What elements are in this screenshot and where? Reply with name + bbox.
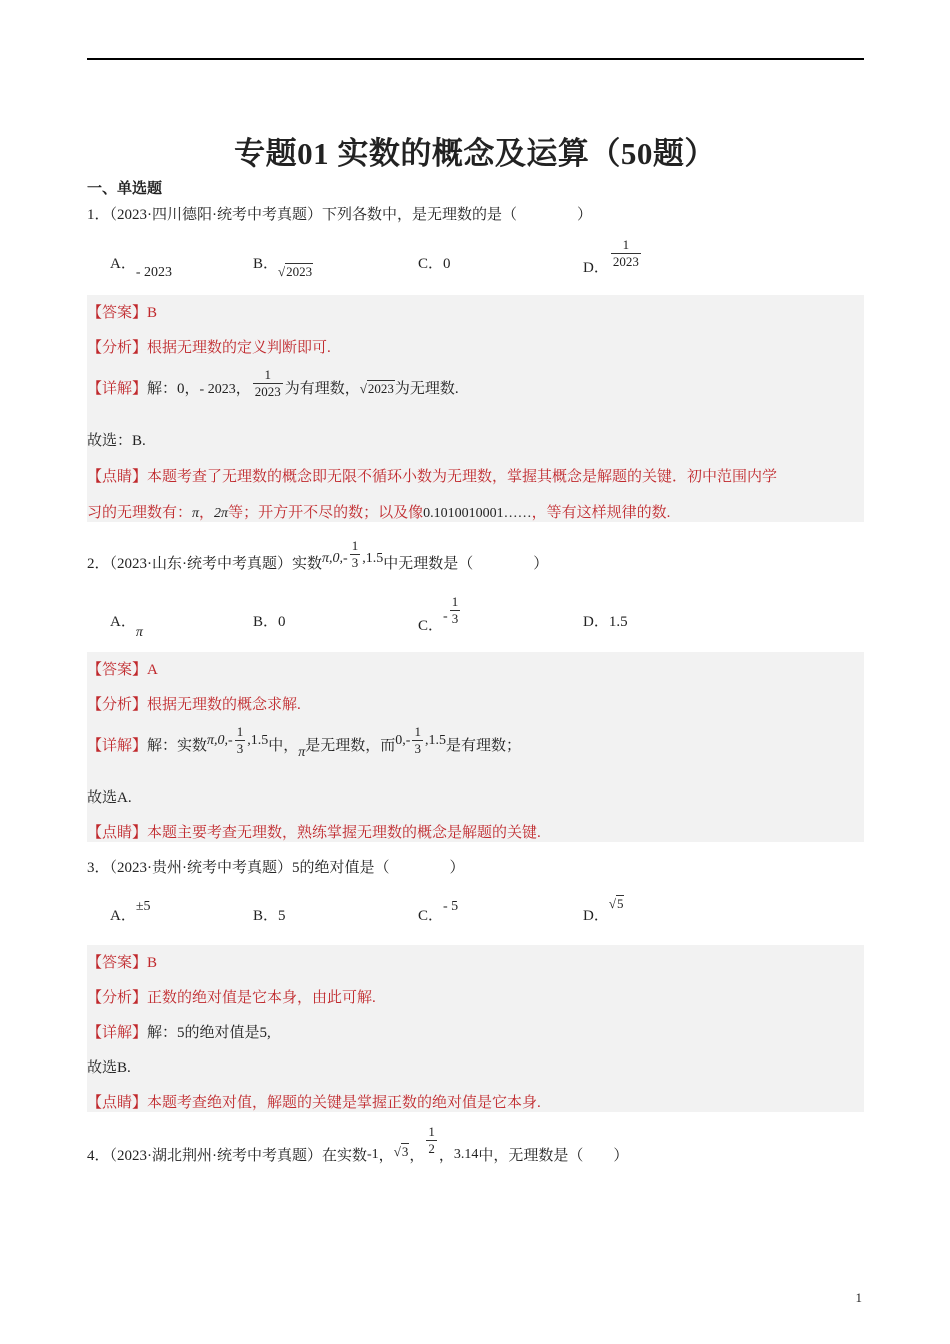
sqrt-symbol: √2023 — [278, 264, 313, 279]
question-1-stem: 1．（2023·四川德阳·统考中考真题）下列各数中，是无理数的是（ ） — [87, 207, 592, 223]
conclusion-line: 故选：B. — [87, 433, 146, 449]
option-label: D． — [583, 259, 609, 276]
detail-text: 为有理数， — [284, 380, 360, 397]
numerator: 1 — [622, 237, 630, 252]
separator: ， — [378, 1147, 394, 1164]
detail-tag: 【详解】 — [87, 737, 148, 754]
q1-option-a[interactable] — [110, 252, 173, 280]
q2-solution-block — [87, 652, 864, 842]
detail-text: 为无理数. — [394, 380, 459, 397]
stem-text: 中，无理数是（ ） — [478, 1147, 629, 1164]
q3-solution-block — [87, 945, 864, 1112]
numerator: 1 — [236, 724, 244, 739]
detail-tag: 【详解】 — [87, 380, 148, 397]
denominator: 3 — [451, 611, 459, 626]
conclusion-line: 故选A. — [87, 790, 132, 806]
detail-tag: 【详解】 — [87, 1025, 148, 1041]
numerator: 1 — [264, 367, 271, 382]
question-2-stem — [87, 538, 548, 571]
fraction — [412, 724, 423, 757]
q1-solution-block — [87, 295, 864, 522]
pi-symbol: π — [298, 744, 306, 760]
detail-text: 中， — [268, 737, 299, 754]
option-label: A． — [110, 614, 136, 630]
answer-line: 【答案】B — [87, 955, 158, 971]
fraction — [450, 594, 461, 627]
option-label: C． — [418, 908, 444, 924]
detail-neg-value: - 2023 — [199, 381, 236, 397]
q1-option-d[interactable] — [583, 237, 643, 276]
separator: ， — [409, 1147, 425, 1164]
fraction — [426, 1124, 437, 1157]
separator: ， — [438, 1147, 454, 1164]
comment-text: 习的无理数有： — [87, 505, 193, 521]
option-label: D．1.5 — [583, 614, 628, 630]
detail-values: ,1.5 — [424, 732, 446, 748]
analysis-line: 【分析】根据无理数的定义判断即可. — [87, 340, 331, 356]
page-title: 专题01 实数的概念及运算（50题） — [234, 136, 716, 171]
option-label: A． — [110, 256, 136, 272]
option-value: - 5 — [443, 899, 459, 914]
sqrt-symbol: √3 — [393, 1143, 409, 1159]
detail-text: 解：0， — [147, 380, 200, 397]
fraction — [253, 367, 283, 400]
detail-text: 解：实数 — [147, 737, 208, 754]
stem-text: 4．（2023·湖北荆州·统考中考真题）在实数 — [87, 1147, 367, 1164]
denominator: 2 — [428, 1141, 435, 1156]
detail-text: 是有理数； — [445, 737, 521, 754]
q2-option-b[interactable] — [253, 610, 286, 631]
comment-text: ，等有这样规律的数. — [531, 505, 671, 521]
detail-text: 解：5的绝对值是5, — [147, 1025, 271, 1041]
header-rule — [87, 58, 864, 60]
q2-option-c[interactable] — [418, 594, 462, 634]
radicand: 5 — [616, 896, 624, 911]
value-decimal: 3.14 — [453, 1146, 479, 1162]
two-pi-symbol: 2π — [214, 506, 229, 521]
decimal-example: 0.1010010001…… — [423, 506, 532, 521]
q1-option-c[interactable] — [418, 252, 451, 273]
q1-option-b[interactable] — [253, 252, 313, 279]
option-label: C．0 — [418, 256, 451, 272]
option-value: ±5 — [135, 899, 151, 914]
q3-option-a[interactable] — [110, 894, 151, 924]
option-label: B．0 — [253, 614, 286, 630]
stem-values: ,1.5 — [362, 550, 384, 566]
stem-values: π,0,- — [322, 550, 348, 566]
page-number: 1 — [855, 1290, 862, 1305]
comment-line: 【点睛】本题主要考查无理数，熟练掌握无理数的概念是解题的关键. — [87, 825, 541, 841]
stem-text: 2．（2023·山东·统考中考真题）实数 — [87, 555, 322, 572]
comment-text: 等；开方开不尽的数；以及像 — [228, 505, 424, 521]
numerator: 1 — [428, 1124, 435, 1139]
value-neg-one: -1 — [367, 1146, 379, 1162]
analysis-line: 【分析】根据无理数的概念求解. — [87, 697, 301, 713]
comment-text: ， — [199, 505, 215, 521]
detail-line — [87, 1021, 271, 1042]
detail-values: ,1.5 — [247, 732, 269, 748]
option-value: - 2023 — [135, 265, 173, 280]
stem-text: 中无理数是（ ） — [383, 555, 549, 572]
numerator: 1 — [351, 538, 359, 553]
question-4-stem — [87, 1124, 629, 1164]
fraction — [350, 538, 361, 571]
option-label: A． — [110, 908, 136, 924]
q3-option-d[interactable] — [583, 892, 624, 924]
detail-line — [87, 367, 459, 406]
fraction — [611, 237, 641, 270]
sqrt-symbol: √5 — [608, 896, 624, 911]
comment-line: 【点睛】本题考查绝对值，解题的关键是掌握正数的绝对值是它本身. — [87, 1095, 541, 1111]
fraction — [235, 724, 246, 757]
answer-line: 【答案】B — [87, 305, 158, 321]
detail-values: 0,- — [395, 732, 411, 748]
radicand: 2023 — [286, 264, 313, 279]
answer-line: 【答案】A — [87, 662, 158, 678]
comment-line: 【点睛】本题考查了无理数的概念即无限不循环小数为无理数，掌握其概念是解题的关键．初中范围内学 — [87, 469, 778, 485]
q2-option-d[interactable] — [583, 610, 628, 631]
denominator: 3 — [351, 555, 359, 570]
sqrt-symbol: √2023 — [359, 380, 394, 396]
detail-values: π,0,- — [207, 732, 233, 748]
numerator: 1 — [451, 594, 459, 609]
radicand: 2023 — [367, 380, 394, 396]
option-label: C． — [418, 617, 444, 634]
analysis-line: 【分析】正数的绝对值是它本身，由此可解. — [87, 990, 376, 1006]
detail-text: 是无理数，而 — [305, 737, 396, 754]
denominator: 2023 — [612, 254, 639, 269]
option-label: B．5 — [253, 908, 286, 924]
detail-comma: ， — [235, 380, 251, 397]
detail-line — [87, 724, 521, 760]
numerator: 1 — [414, 724, 421, 739]
option-label: D． — [583, 908, 609, 924]
conclusion-line: 故选B. — [87, 1060, 131, 1076]
denominator: 2023 — [254, 384, 281, 399]
comment-line-2 — [87, 501, 670, 522]
pi-symbol: π — [192, 506, 200, 521]
pi-symbol: π — [135, 625, 143, 640]
radicand: 3 — [401, 1143, 409, 1159]
section-heading: 一、单选题 — [87, 181, 163, 197]
q2-option-a[interactable] — [110, 610, 143, 640]
denominator: 3 — [414, 741, 421, 756]
negative-sign: - — [443, 608, 448, 624]
denominator: 3 — [236, 741, 244, 756]
question-3-stem: 3．（2023·贵州·统考中考真题）5的绝对值是（ ） — [87, 860, 465, 876]
option-label: B． — [253, 256, 279, 272]
q3-option-c[interactable] — [418, 894, 459, 924]
q3-option-b[interactable] — [253, 904, 286, 925]
